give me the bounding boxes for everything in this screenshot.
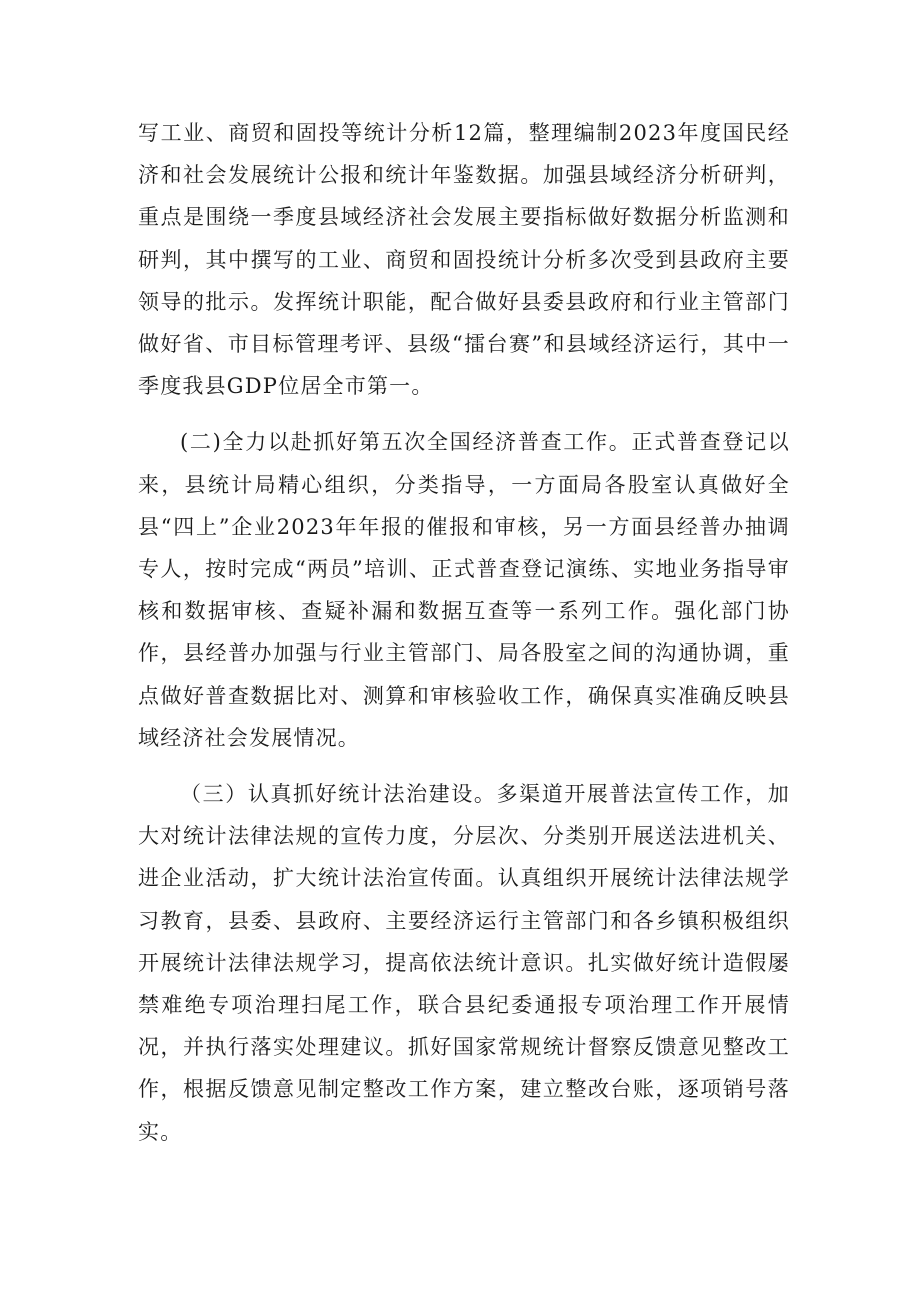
paragraph-statistical-rule-of-law: （三）认真抓好统计法治建设。多渠道开展普法宣传工作，加大对统计法律法规的宣传力度，分层次、分类别开展送法进机关、进企业活动，扩大统计法治宣传面。认真组织开展统计法律法规学习教育，县委、县政府、主要经济运行主管部门和各乡镇积极组织开展统计法律法规学习，提高依法统计意识。扎实做好统计造假屡禁难绝专项治理扫尾工作，联合县纪委通报专项治理工作开展情况，并执行落实处理建议。抓好国家常规统计督察反馈意见整改工作，根据反馈意见制定整改工作方案，建立整改台账，逐项销号落实。 (138, 782, 790, 1144)
paragraph-continued-analysis: 写工业、商贸和固投等统计分析12篇，整理编制2023年度国民经济和社会发展统计公报和统计年鉴数据。加强县域经济分析研判，重点是围绕一季度县域经济社会发展主要指标做好数据分析监测和研判，其中撰写的工业、商贸和固投统计分析多次受到县政府主要领导的批示。发挥统计职能，配合做好县委县政府和行业主管部门做好省、市目标管理考评、县级“擂台赛”和县域经济运行，其中一季度我县GDP位居全市第一。 (138, 121, 790, 399)
document-body (138, 112, 790, 1153)
paragraph-economic-census: (二)全力以赴抓好第五次全国经济普查工作。正式普查登记以来，县统计局精心组织，分类指导，一方面局各股室认真做好全县“四上”企业2023年年报的催报和审核，另一方面县经普办抽调专人，按时完成“两员”培训、正式普查登记演练、实地业务指导审核和数据审核、查疑补漏和数据互查等一系列工作。强化部门协作，县经普办加强与行业主管部门、局各股室之间的沟通协调，重点做好普查数据比对、测算和审核验收工作，确保真实准确反映县域经济社会发展情况。 (138, 430, 790, 750)
